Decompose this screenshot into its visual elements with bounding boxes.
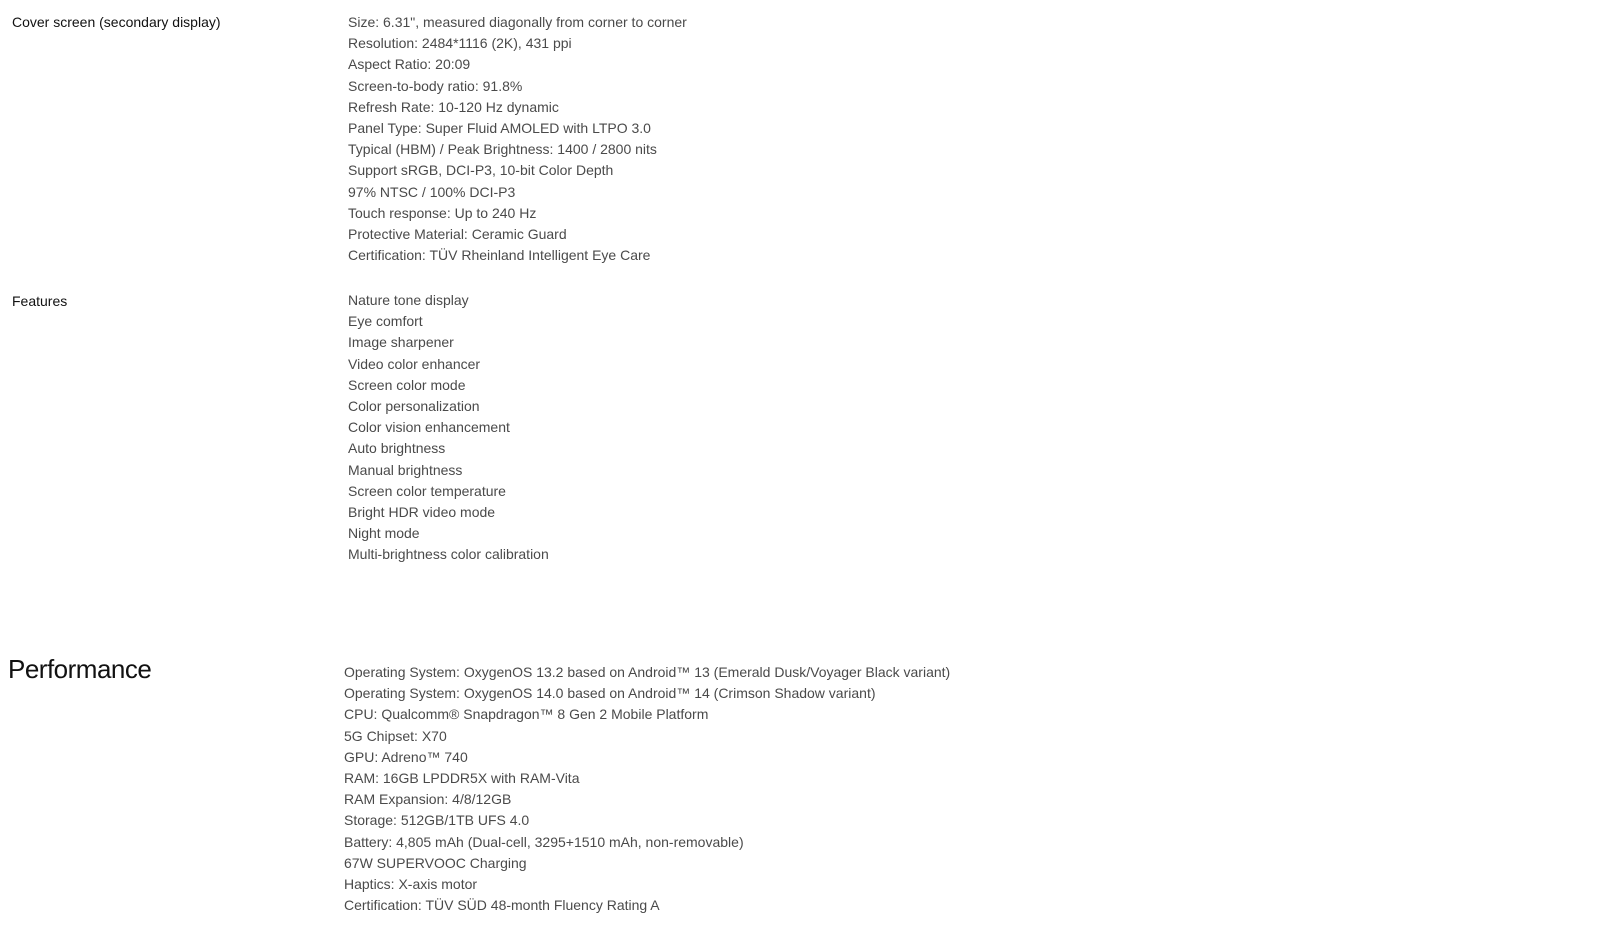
spec-item: Touch response: Up to 240 Hz: [348, 204, 537, 221]
spec-item: Aspect Ratio: 20:09: [348, 56, 471, 73]
spec-item: Bright HDR video mode: [348, 504, 496, 521]
spec-item: Storage: 512GB/1TB UFS 4.0: [344, 812, 530, 829]
spec-item: Size: 6.31", measured diagonally from corner to corner: [348, 14, 687, 30]
spec-item: Eye comfort: [348, 313, 423, 330]
spec-item: 5G Chipset: X70: [344, 727, 447, 744]
features-spec-list: [348, 290, 549, 566]
spec-item: Screen-to-body ratio: 91.8%: [348, 77, 523, 94]
spec-item: CPU: Qualcomm® Snapdragon™ 8 Gen 2 Mobile Platform: [344, 706, 709, 723]
spec-item: Resolution: 2484*1116 (2K), 431 ppi: [348, 35, 572, 52]
spec-item: Protective Material: Ceramic Guard: [348, 226, 567, 243]
cover-screen-spec-list: [348, 12, 687, 266]
spec-item: Nature tone display: [348, 292, 469, 308]
spec-item: Typical (HBM) / Peak Brightness: 1400 / 2800 nits: [348, 141, 657, 158]
spec-item: Operating System: OxygenOS 13.2 based on Android™ 13 (Emerald Dusk/Voyager Black variant): [344, 664, 951, 680]
performance-section-title: Performance: [8, 654, 152, 684]
spec-item: 67W SUPERVOOC Charging: [344, 854, 527, 871]
spec-item: RAM: 16GB LPDDR5X with RAM-Vita: [344, 770, 580, 787]
spec-item: 97% NTSC / 100% DCI-P3: [348, 183, 516, 200]
spec-item: Certification: TÜV SÜD 48-month Fluency Rating A: [344, 897, 660, 914]
spec-item: Screen color temperature: [348, 482, 506, 499]
spec-item: Operating System: OxygenOS 14.0 based on Android™ 14 (Crimson Shadow variant): [344, 685, 876, 702]
spec-item: Night mode: [348, 525, 420, 542]
spec-item: Support sRGB, DCI-P3, 10-bit Color Depth: [348, 162, 614, 179]
spec-item: Image sharpener: [348, 334, 454, 351]
spec-item: Haptics: X-axis motor: [344, 876, 478, 893]
performance-spec-list: [344, 662, 950, 916]
spec-item: Color personalization: [348, 398, 480, 415]
cover-screen-label: Cover screen (secondary display): [12, 14, 221, 30]
spec-item: Auto brightness: [348, 440, 446, 457]
spec-item: Color vision enhancement: [348, 419, 510, 436]
spec-item: Video color enhancer: [348, 355, 481, 372]
spec-item: Panel Type: Super Fluid AMOLED with LTPO 3.0: [348, 120, 651, 137]
spec-item: Manual brightness: [348, 461, 463, 478]
spec-item: Battery: 4,805 mAh (Dual-cell, 3295+1510 mAh, non-removable): [344, 833, 744, 850]
spec-item: Screen color mode: [348, 376, 466, 393]
spec-item: Multi-brightness color calibration: [348, 546, 549, 563]
features-label: Features: [12, 293, 68, 309]
spec-item: Certification: TÜV Rheinland Intelligent Eye Care: [348, 247, 651, 264]
spec-item: RAM Expansion: 4/8/12GB: [344, 791, 512, 808]
spec-item: GPU: Adreno™ 740: [344, 748, 468, 765]
spec-item: Refresh Rate: 10-120 Hz dynamic: [348, 98, 559, 115]
